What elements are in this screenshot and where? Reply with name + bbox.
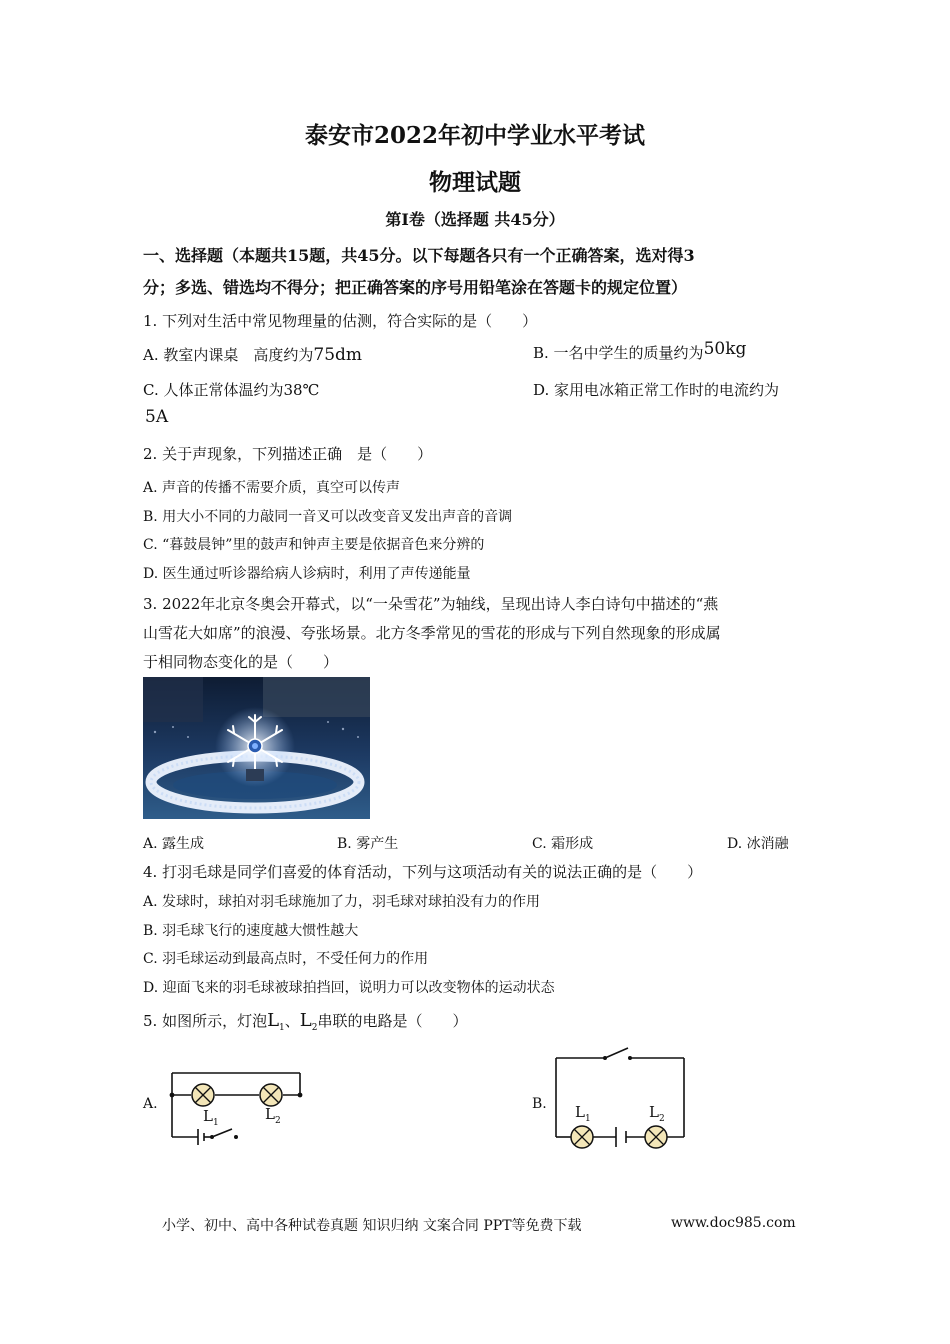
instructions-line-2: 分；多选、错选均不得分；把正确答案的序号用铅笔涂在答题卡的规定位置） <box>143 278 688 297</box>
q5-l2-sub: 2 <box>311 1023 318 1033</box>
q5-option-a-label: A. <box>143 1096 158 1112</box>
q5-stem-prefix: 5. 如图所示，灯泡 <box>143 1012 268 1030</box>
q4-stem: 4. 打羽毛球是同学们喜爱的体育活动，下列与这项活动有关的说法正确的是（ ） <box>143 863 703 881</box>
circuit-a-l1-letter: L <box>203 1107 213 1125</box>
q2-stem: 2. 关于声现象，下列描述正确 是（ ） <box>143 445 433 463</box>
q2-option-a: A. 声音的传播不需要介质，真空可以传声 <box>143 480 401 496</box>
q5-l2: L <box>299 1010 312 1031</box>
circuit-a-diagram <box>160 1065 310 1155</box>
q1-option-a-value: 75dm <box>313 345 363 365</box>
q5-stem <box>143 1010 468 1033</box>
q1-option-c: C. 人体正常体温约为38℃ <box>143 381 320 399</box>
q5-stem-suffix: 串联的电路是（ ） <box>317 1012 468 1030</box>
q1-stem: 1. 下列对生活中常见物理量的估测，符合实际的是（ ） <box>143 312 538 330</box>
circuit-b-diagram <box>550 1040 695 1155</box>
circuit-a-lamp-2 <box>260 1084 282 1106</box>
circuit-b-lamp-2-label <box>649 1103 665 1124</box>
olympic-snowflake-photo <box>143 677 370 819</box>
footer-link[interactable]: www.doc985.com <box>671 1215 796 1231</box>
exam-title: 泰安市2022年初中学业水平考试 <box>304 122 645 149</box>
q5-sep: 、 <box>284 1012 300 1030</box>
q3-option-b: B. 雾产生 <box>337 836 399 852</box>
q1-option-b-text: B. 一名中学生的质量约为 <box>533 344 704 362</box>
circuit-b-lamp-1-label <box>575 1103 591 1124</box>
circuit-b-l1-sub: 1 <box>584 1114 591 1124</box>
q5-option-b-label: B. <box>532 1096 547 1112</box>
q1-option-b-value: 50kg <box>703 339 747 359</box>
q5-l1-sub: 1 <box>279 1023 285 1033</box>
circuit-b-lamp-2 <box>645 1126 667 1148</box>
q3-stem-line-2: 山雪花大如席”的浪漫、夸张场景。北方冬季常见的雪花的形成与下列自然现象的形成属 <box>143 624 721 642</box>
circuit-b-lamp-1 <box>571 1126 593 1148</box>
q1-option-a <box>143 344 362 365</box>
q1-option-d-value: 5A <box>145 407 169 427</box>
section-heading: 第Ⅰ卷（选择题 共45分） <box>385 210 565 229</box>
circuit-a-lamp-1-label <box>203 1107 219 1128</box>
circuit-a-lamp-1 <box>192 1084 214 1106</box>
q3-option-a: A. 露生成 <box>143 836 205 852</box>
circuit-a-l2-letter: L <box>265 1105 275 1123</box>
q4-option-a: A. 发球时，球拍对羽毛球施加了力，羽毛球对球拍没有力的作用 <box>143 894 541 910</box>
circuit-a-l1-sub: 1 <box>212 1118 219 1128</box>
q3-stem-line-1: 3. 2022年北京冬奥会开幕式，以“一朵雪花”为轴线，呈现出诗人李白诗句中描述的“燕 <box>143 595 719 613</box>
footer-text: 小学、初中、高中各种试卷真题 知识归纳 文案合同 PPT等免费下载 <box>162 1218 582 1234</box>
circuit-a-lamp-2-label <box>265 1105 281 1126</box>
q3-stem-line-3: 于相同物态变化的是（ ） <box>143 653 339 671</box>
q4-option-c: C. 羽毛球运动到最高点时，不受任何力的作用 <box>143 951 429 967</box>
q1-option-a-text: A. 教室内课桌 高度约为 <box>143 346 314 364</box>
circuit-b-l2-sub: 2 <box>658 1114 665 1124</box>
q1-option-b <box>533 339 747 363</box>
q2-option-c: C. “暮鼓晨钟”里的鼓声和钟声主要是依据音色来分辨的 <box>143 537 485 553</box>
q2-option-d: D. 医生通过听诊器给病人诊病时，利用了声传递能量 <box>143 566 471 582</box>
q4-option-b: B. 羽毛球飞行的速度越大惯性越大 <box>143 923 359 939</box>
q3-option-d: D. 冰消融 <box>727 836 789 852</box>
q4-option-d: D. 迎面飞来的羽毛球被球拍挡回，说明力可以改变物体的运动状态 <box>143 980 555 996</box>
circuit-b-l2-letter: L <box>649 1103 659 1121</box>
q3-option-c: C. 霜形成 <box>532 836 594 852</box>
instructions-line-1: 一、选择题（本题共15题，共45分。以下每题各只有一个正确答案，选对得3 <box>143 246 695 265</box>
q2-option-b: B. 用大小不同的力敲同一音叉可以改变音叉发出声音的音调 <box>143 509 513 525</box>
q5-l1: L <box>267 1010 280 1031</box>
exam-subtitle: 物理试题 <box>429 169 521 196</box>
q1-option-d: D. 家用电冰箱正常工作时的电流约为 <box>533 381 780 399</box>
circuit-b-l1-letter: L <box>575 1103 585 1121</box>
circuit-a-l2-sub: 2 <box>274 1116 281 1126</box>
